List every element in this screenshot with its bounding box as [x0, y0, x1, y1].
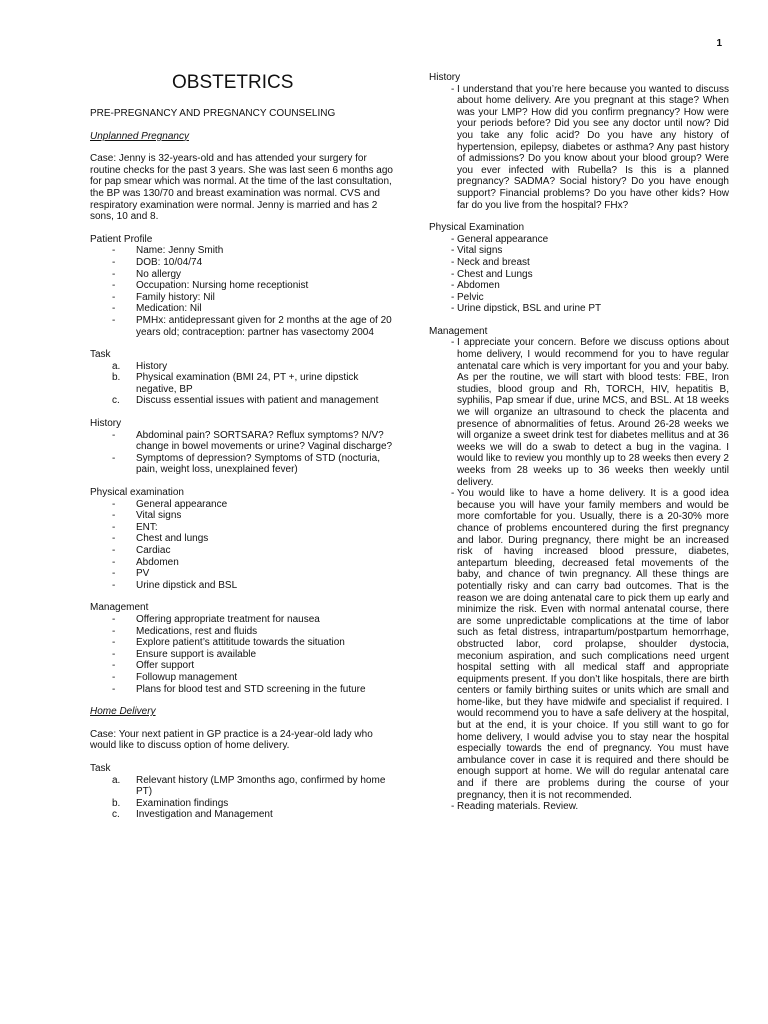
list-item [90, 672, 395, 684]
list-item [429, 488, 729, 801]
list-item-text: Offering appropriate treatment for nausea [136, 613, 320, 625]
dash-bullet: - [112, 314, 116, 326]
list-item [90, 775, 395, 798]
dash-bullet: - [451, 256, 455, 268]
list-item-text: Medication: Nil [136, 303, 202, 315]
list-item-text: I appreciate your concern. Before we discuss options about home delivery, I would recommend for you to have regular antenatal care which is very important for you and your baby. As per the routine, we will start with blood tests: FBE, Iron studies, blood group and Rh, TORCH, HIV, hepatitis B, syphilis, Pap smear if due, urine MCS, and BSL. At 18 weeks we will organize an ultrasound to check the placenta and presence of abnormalities of fetus. Around 26-28 weeks we will organize a sweet drink test for diabetes mellitus and at 36 weeks we will do a swab to detect a bug in the vagina. I would like to review you monthly up to 28 weeks then every 2 weeks from 28 weeks up to 36 weeks then weekly until delivery. [457, 337, 729, 488]
right-management-list [429, 337, 729, 812]
list-item-text: Examination findings [136, 797, 229, 809]
dash-bullet: - [112, 579, 116, 591]
list-item [90, 453, 395, 476]
subtitle: PRE-PREGNANCY AND PREGNANCY COUNSELING [90, 108, 336, 119]
list-item-text: Vital signs [136, 510, 182, 522]
list-item [429, 84, 729, 212]
list-item-text: Urine dipstick and BSL [136, 579, 238, 591]
dash-bullet: - [451, 291, 455, 303]
list-item-text: Abdomen [457, 280, 500, 292]
list-item-text: PMHx: antidepressant given for 2 months at the age of 20 years old; contraception: partner has vasectomy 2004 [136, 314, 392, 338]
list-item-text: Name: Jenny Smith [136, 245, 224, 257]
right-physical-examination-heading: Physical Examination [429, 222, 525, 234]
list-item [90, 568, 395, 580]
history-list [90, 430, 395, 476]
list-item [90, 303, 395, 315]
list-item-text: Ensure support is available [136, 648, 257, 660]
dash-bullet: - [112, 683, 116, 695]
list-item [429, 801, 729, 813]
dash-bullet: - [112, 671, 116, 683]
list-item-text: Medications, rest and fluids [136, 625, 258, 637]
dash-bullet: - [112, 568, 116, 580]
management-list [90, 614, 395, 695]
list-item [429, 337, 729, 488]
dash-bullet: - [112, 291, 116, 303]
list-item [90, 626, 395, 638]
list-item-text: Vital signs [457, 245, 503, 257]
list-item-text: You would like to have a home delivery. It is a good idea because you will have your family members and would be more comfortable for you. Usually, there is a 20-30% more chance of problems encountered during the first pregnancy and labor. During pregnancy, there might be an increased risk of having increased blood pressure, diabetes, antepartum bleeding, decreased fetal movements of the baby, and chance of twin pregnancy. All these things are potentially risky and can carry bad outcomes. That is the reason we are doing antenatal care to pick them up early and minimize the risk. Even with normal antenatal course, there are some unpredictable complications at the time of labor such as fetal distress, intrapartum/postpartum hemorrhage, obstructed labor, cord prolapse, shoulder dystocia, meconium aspiration, and such complications need urgent hospital setting with all medical staff and appropriate equipments present. If you don’t like hospitals, there are birth centers or family birthing suites or units which are small and home-like, but they have midwife and specialist if required. I would recommend you to have a safe delivery at the hospital, but at the end, it is your choice. If you still want to go for home delivery, I would advise you to stay near the hospital especially towards the end of pregnancy. You must have ambulance cover in case it is required and there should be enough support at home. We will do regular antenatal care and if there are problems during the course of your pregnancy, then it is not recommended. [457, 488, 729, 801]
dash-bullet: - [112, 510, 116, 522]
list-item-text: Urine dipstick, BSL and urine PT [457, 303, 602, 315]
list-item [90, 361, 395, 373]
right-history-heading: History [429, 72, 461, 83]
list-item-text: Occupation: Nursing home receptionist [136, 280, 309, 292]
case-home-delivery: Case: Your next patient in GP practice is a 24-year-old lady who would like to discuss option of home delivery. [90, 728, 373, 752]
list-marker: c. [112, 395, 120, 407]
dash-bullet: - [112, 268, 116, 280]
list-item-text: Chest and lungs [136, 533, 209, 545]
dash-bullet: - [112, 452, 116, 464]
dash-bullet: - [112, 280, 116, 292]
dash-bullet: - [112, 556, 116, 568]
right-column [429, 72, 729, 824]
list-item [90, 533, 395, 545]
list-item [429, 257, 729, 269]
dash-bullet: - [451, 801, 455, 813]
dash-bullet: - [112, 545, 116, 556]
list-item [90, 649, 395, 661]
list-item [90, 372, 395, 395]
patient-profile-heading: Patient Profile [90, 233, 153, 245]
list-item-text: Chest and Lungs [457, 268, 533, 280]
history-heading: History [90, 418, 122, 430]
right-history-list [429, 84, 729, 212]
right-management-heading: Management [429, 325, 488, 337]
dash-bullet: - [112, 256, 116, 268]
list-marker: b. [112, 797, 121, 809]
left-column [90, 72, 395, 832]
list-item [90, 660, 395, 672]
list-item [90, 580, 395, 592]
dash-bullet: - [112, 521, 116, 533]
list-item-text: No allergy [136, 268, 182, 280]
list-item [90, 280, 395, 292]
list-item [90, 637, 395, 649]
list-item [429, 292, 729, 304]
list-item [90, 798, 395, 810]
list-marker: a. [112, 774, 121, 786]
dash-bullet: - [112, 533, 116, 545]
list-item [90, 545, 395, 557]
list-item [90, 522, 395, 534]
list-marker: a. [112, 360, 121, 372]
unplanned-pregnancy-heading: Unplanned Pregnancy [90, 130, 189, 142]
list-item [90, 269, 395, 281]
list-item [429, 234, 729, 246]
dash-bullet: - [112, 660, 116, 672]
list-item [429, 269, 729, 281]
list-item-text: Investigation and Management [136, 809, 273, 821]
task2-heading: Task [90, 762, 111, 774]
dash-bullet: - [451, 268, 455, 280]
list-item-text: Discuss essential issues with patient and management [136, 395, 379, 407]
task2-list [90, 775, 395, 821]
dash-bullet: - [112, 625, 116, 637]
dash-bullet: - [112, 637, 116, 649]
list-item-text: Cardiac [136, 545, 171, 556]
list-item-text: Symptoms of depression? Symptoms of STD (nocturia, pain, weight loss, unexplained fever) [136, 452, 380, 476]
dash-bullet: - [451, 303, 455, 315]
list-item [90, 499, 395, 511]
right-physical-examination-list [429, 234, 729, 315]
task-list [90, 361, 395, 407]
list-item-text: Offer support [136, 660, 195, 672]
list-item [90, 809, 395, 821]
list-item-text: Reading materials. Review. [457, 801, 579, 813]
list-marker: b. [112, 372, 121, 384]
case-jenny: Case: Jenny is 32-years-old and has attended your surgery for routine checks for the past 3 years. She was last seen 6 months ago for pap smear which was normal. At the time of the last consultation, the BP was 130/70 and breast examination was normal. CVS and respiratory examination were normal. Jenny is married and has 2 sons, 10 and 8. [90, 153, 393, 223]
page-number: 1 [716, 38, 722, 49]
physical-examination-list [90, 499, 395, 592]
list-item-text: Pelvic [457, 291, 484, 303]
list-item-text: DOB: 10/04/74 [136, 256, 203, 268]
dash-bullet: - [451, 245, 455, 257]
page-title: OBSTETRICS [172, 72, 294, 93]
physical-examination-heading: Physical examination [90, 487, 184, 499]
dash-bullet: - [451, 83, 455, 95]
list-item-text: History [136, 360, 168, 372]
list-item [429, 303, 729, 315]
dash-bullet: - [112, 613, 116, 625]
list-item [90, 315, 395, 338]
dash-bullet: - [451, 488, 455, 500]
list-item [90, 557, 395, 569]
list-item-text: Abdominal pain? SORTSARA? Reflux symptoms? N/V? change in bowel movements or urine? Vaginal discharge? [136, 429, 393, 453]
list-item-text: ENT: [136, 521, 158, 533]
list-item-text: Abdomen [136, 556, 179, 568]
dash-bullet: - [451, 280, 455, 292]
list-item-text: General appearance [136, 498, 228, 510]
list-item-text: Followup management [136, 671, 238, 683]
task-heading: Task [90, 349, 111, 361]
list-item-text: General appearance [457, 233, 549, 245]
list-item [90, 430, 395, 453]
list-item-text: PV [136, 568, 150, 580]
dash-bullet: - [112, 429, 116, 441]
list-item [429, 280, 729, 292]
dash-bullet: - [112, 245, 116, 257]
management-heading: Management [90, 602, 149, 614]
list-item [90, 510, 395, 522]
list-item-text: Physical examination (BMI 24, PT +, urine dipstick negative, BP [136, 372, 359, 395]
list-marker: c. [112, 809, 120, 821]
list-item-text: Family history: Nil [136, 291, 215, 303]
dash-bullet: - [451, 233, 455, 245]
dash-bullet: - [451, 337, 455, 349]
list-item [90, 684, 395, 696]
list-item-text: Neck and breast [457, 256, 530, 268]
list-item [429, 245, 729, 257]
patient-profile-list [90, 245, 395, 338]
list-item [90, 292, 395, 304]
list-item [90, 395, 395, 407]
home-delivery-heading: Home Delivery [90, 706, 156, 718]
dash-bullet: - [112, 648, 116, 660]
list-item [90, 614, 395, 626]
list-item-text: Explore patient’s attititude towards the situation [136, 637, 345, 649]
list-item [90, 245, 395, 257]
dash-bullet: - [112, 498, 116, 510]
list-item [90, 257, 395, 269]
list-item-text: I understand that you’re here because you wanted to discuss about home delivery. Are you pregnant at this stage? When was your LMP? How did you confirm pregnancy? How were your periods before? Did you see any doctor until now? Did you take any folic acid? Do you have any history of hypertension, epilepsy, diabetes or asthma? Any past history of admissions? Do you know about your blood group? Were you ever infected with Rubella? Is this is a planned pregnancy? SADMA? Social history? Do you have enough support? Financial problems? Do you have other kids? How far do you live from the hospital? FHx? [457, 83, 729, 211]
list-item-text: Plans for blood test and STD screening in the future [136, 683, 366, 695]
list-item-text: Relevant history (LMP 3months ago, confirmed by home PT) [136, 774, 386, 798]
dash-bullet: - [112, 303, 116, 315]
